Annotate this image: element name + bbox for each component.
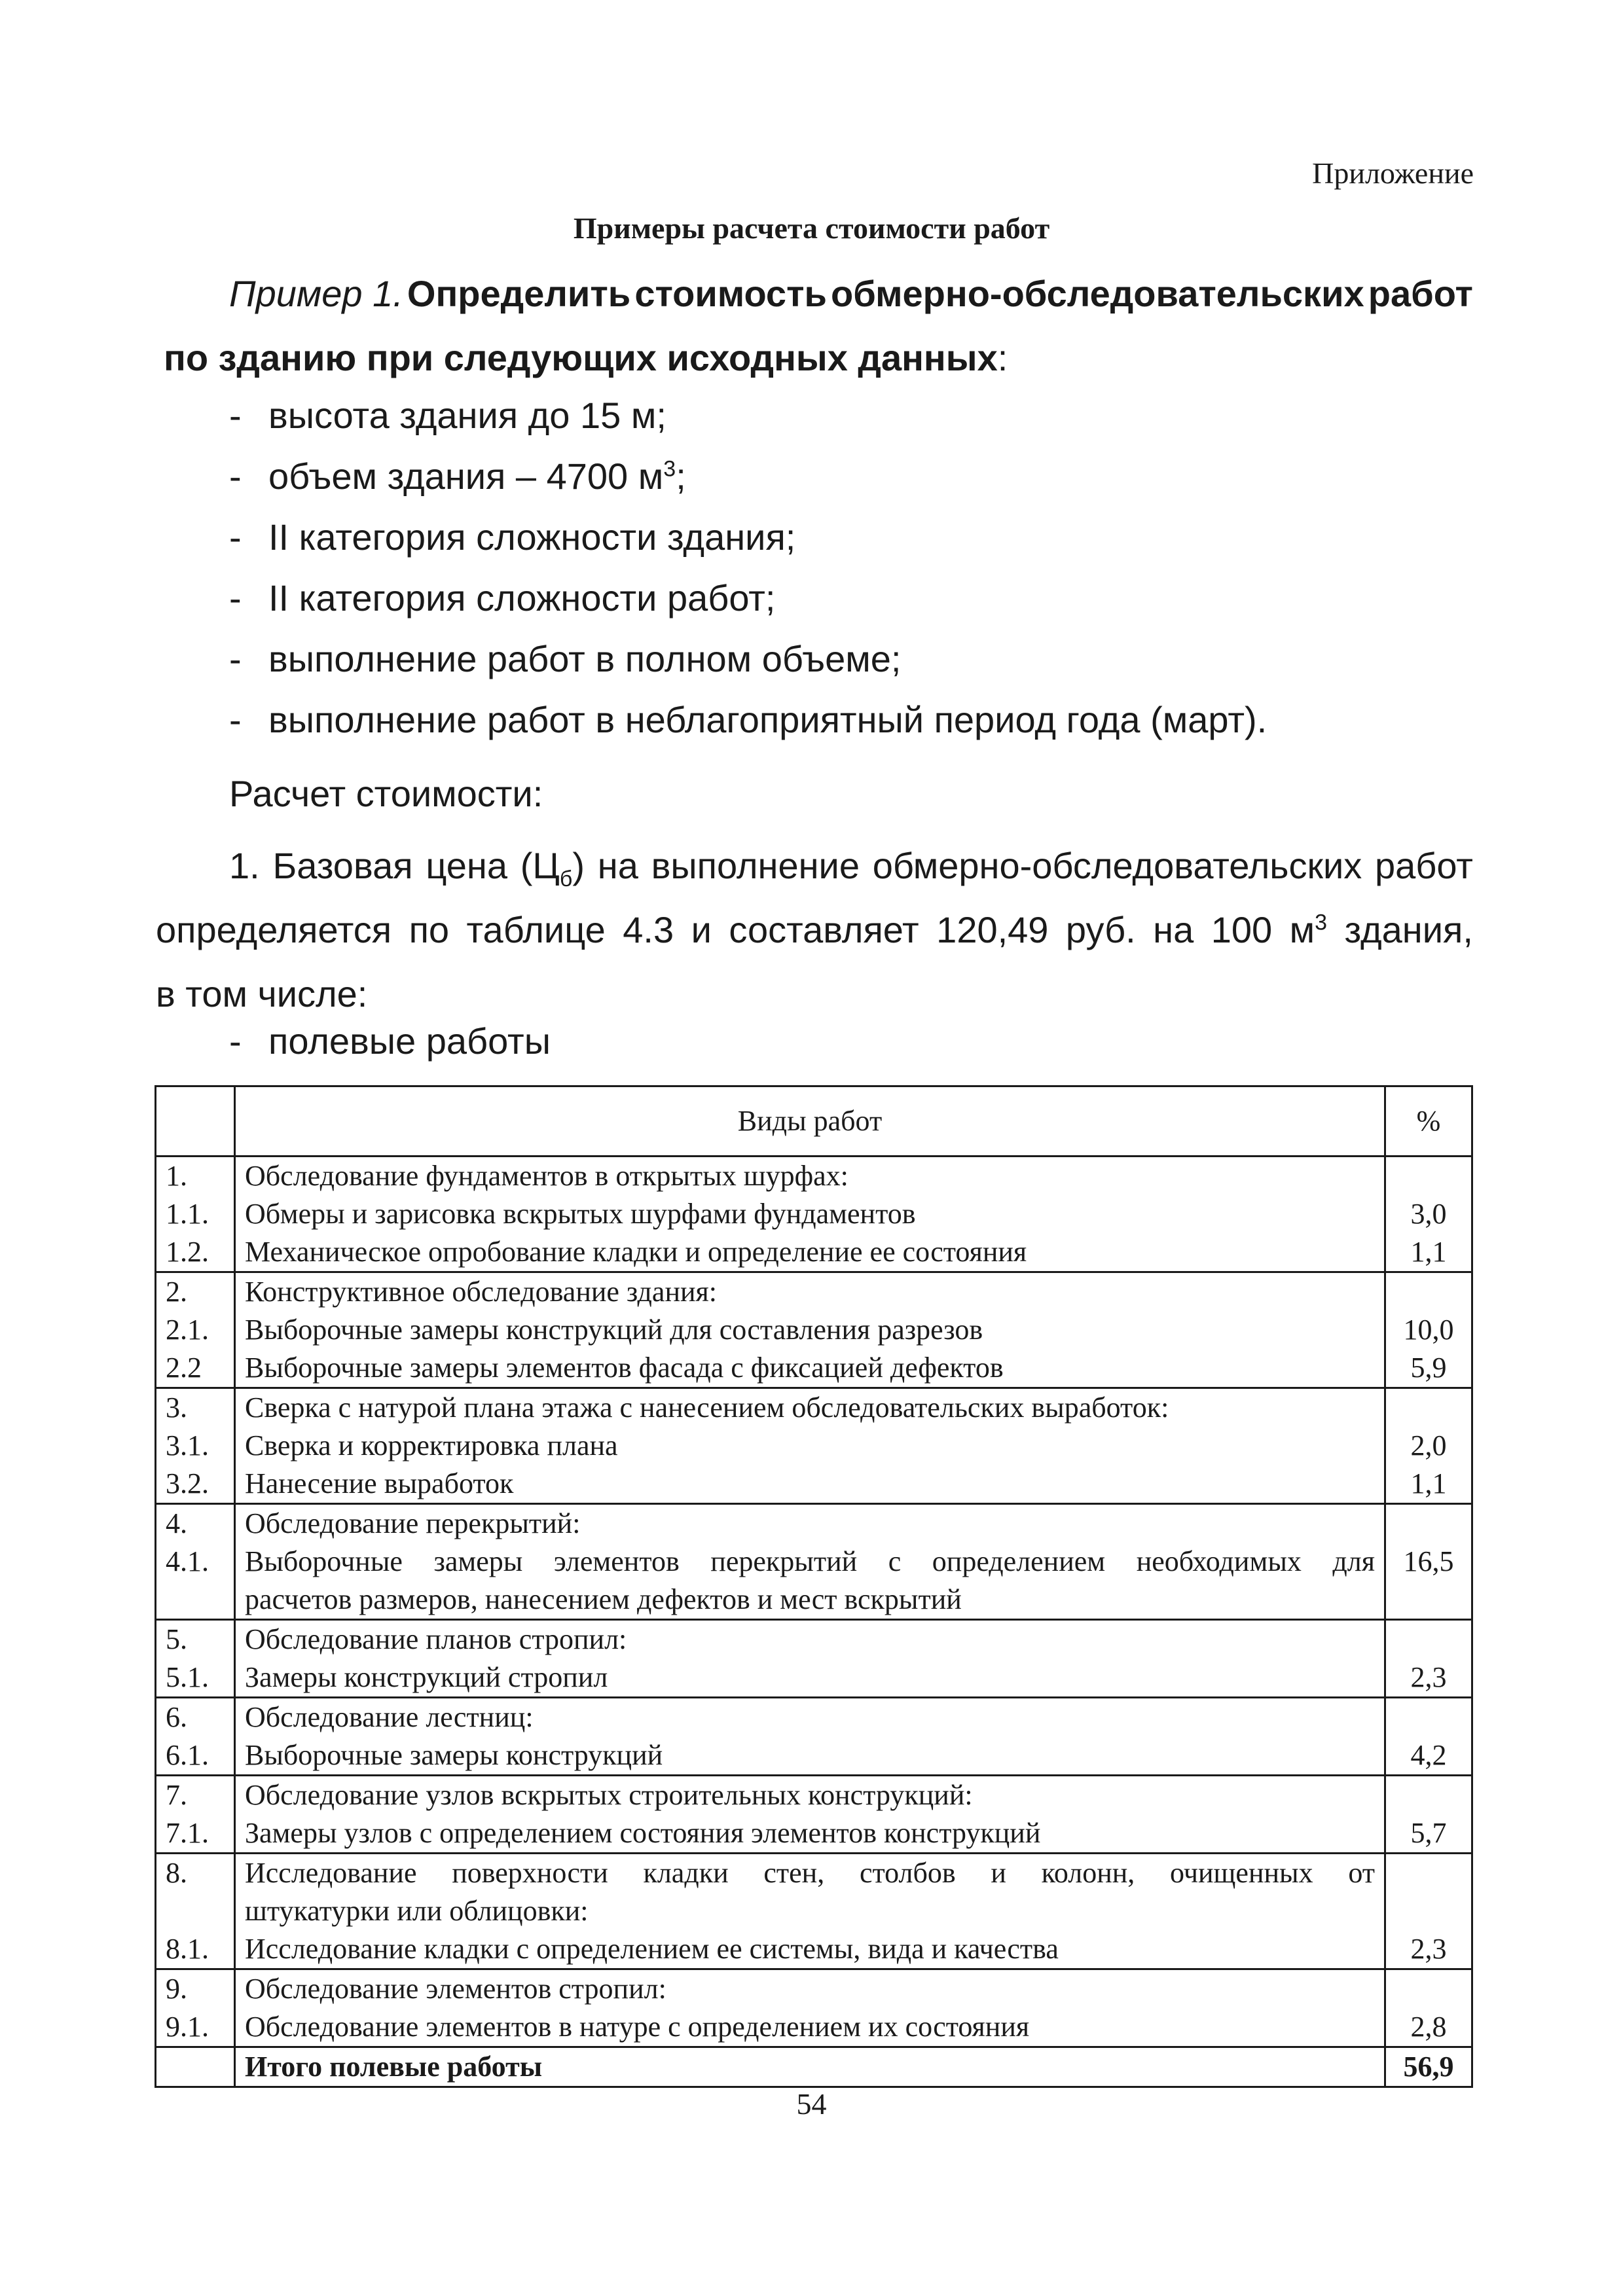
row-description: Замеры узлов с определением состояния элементов конструкций bbox=[245, 1817, 1041, 1849]
word: 100 bbox=[1211, 909, 1273, 950]
word: обмерно-обследовательских bbox=[872, 845, 1362, 886]
row-number: 4.1. bbox=[166, 1545, 209, 1577]
row-description-cell bbox=[235, 1698, 1385, 1776]
list-item: - высота здания до 15 м; bbox=[229, 395, 666, 436]
row-number-cell bbox=[156, 1504, 235, 1620]
superscript: 3 bbox=[1315, 910, 1328, 935]
row-number: 9. bbox=[166, 1973, 187, 2005]
table-row bbox=[156, 1854, 1472, 1969]
row-percent-cell bbox=[1385, 1969, 1472, 2047]
row-description: Обследование планов стропил: bbox=[245, 1623, 627, 1655]
row-percent: 10,0 bbox=[1403, 1314, 1454, 1346]
row-percent-cell bbox=[1385, 1388, 1472, 1504]
example-line-2-bold: по зданию при следующих исходных данных bbox=[164, 337, 998, 378]
row-number: 5. bbox=[166, 1623, 187, 1655]
word: таблице bbox=[466, 909, 606, 950]
row-description: Нанесение выработок bbox=[245, 1467, 514, 1499]
row-description-cell bbox=[235, 1969, 1385, 2047]
list-item-text: выполнение работ в полном объеме; bbox=[268, 638, 902, 679]
table-body bbox=[156, 1157, 1472, 2047]
word: 120,49 bbox=[936, 909, 1049, 950]
list-item: - II категория сложности работ; bbox=[229, 577, 776, 619]
row-percent bbox=[1393, 1698, 1465, 1736]
list-item-text: выполнение работ в неблагоприятный период года (март). bbox=[268, 699, 1267, 740]
example-line-1 bbox=[164, 262, 1473, 326]
row-percent bbox=[1393, 1157, 1465, 1195]
row-number: 8.1. bbox=[166, 1933, 209, 1965]
row-percent: 2,0 bbox=[1410, 1429, 1447, 1462]
total-value: 56,9 bbox=[1385, 2047, 1472, 2087]
table-row bbox=[156, 1969, 1472, 2047]
row-number-cell bbox=[156, 1620, 235, 1698]
row-description: Обследование фундаментов в открытых шурфах: bbox=[245, 1160, 848, 1192]
word: на bbox=[1153, 909, 1194, 950]
row-description-cell bbox=[235, 1272, 1385, 1388]
row-description-cell bbox=[235, 1157, 1385, 1272]
row-percent: 5,7 bbox=[1410, 1817, 1447, 1849]
row-percent-cell bbox=[1385, 1776, 1472, 1854]
table-row bbox=[156, 1776, 1472, 1854]
row-number: 1.2. bbox=[166, 1236, 209, 1268]
row-number: 2. bbox=[166, 1276, 187, 1308]
works-table bbox=[155, 1085, 1473, 2088]
subscript: б bbox=[559, 867, 573, 892]
row-percent: 1,1 bbox=[1410, 1236, 1447, 1268]
list-item: - выполнение работ в неблагоприятный период года (март). bbox=[229, 699, 1267, 740]
row-description-cell bbox=[235, 1504, 1385, 1620]
list-item-text: II категория сложности здания; bbox=[268, 516, 796, 558]
row-number: 1.1. bbox=[166, 1198, 209, 1230]
word: работ bbox=[1375, 845, 1473, 886]
list-item: - объем здания – 4700 $м^3$; bbox=[229, 456, 686, 497]
row-number: 3. bbox=[166, 1391, 187, 1424]
list-item: - полевые работы bbox=[229, 1020, 551, 1062]
row-number bbox=[166, 1892, 225, 1930]
paragraph-line bbox=[156, 898, 1473, 962]
table-row bbox=[156, 1620, 1472, 1698]
row-percent bbox=[1393, 1505, 1465, 1543]
row-number-cell bbox=[156, 1157, 235, 1272]
row-percent bbox=[1393, 1581, 1465, 1619]
header-cell-num bbox=[156, 1086, 235, 1157]
superscript: 3 bbox=[663, 456, 676, 482]
header-cell-pct: % bbox=[1385, 1086, 1472, 1157]
word: по bbox=[409, 909, 450, 950]
word: выполнение bbox=[651, 845, 860, 886]
word-part: ) bbox=[572, 845, 585, 886]
row-percent bbox=[1393, 1621, 1465, 1659]
word: определяется bbox=[156, 909, 392, 950]
row-description: расчетов размеров, нанесением дефектов и мест вскрытий bbox=[245, 1583, 962, 1615]
table-row bbox=[156, 1388, 1472, 1504]
word: здания, bbox=[1344, 909, 1473, 950]
example-statement bbox=[164, 262, 1473, 390]
row-description-cell bbox=[235, 1854, 1385, 1969]
row-description: Выборочные замеры конструкций bbox=[245, 1739, 663, 1771]
total-label: Итого полевые работы bbox=[235, 2047, 1385, 2087]
row-number: 2.1. bbox=[166, 1314, 209, 1346]
word: на bbox=[597, 845, 638, 886]
list-item: - выполнение работ в полном объеме; bbox=[229, 638, 902, 679]
word bbox=[520, 834, 585, 898]
row-number: 3.2. bbox=[166, 1467, 209, 1499]
table-row bbox=[156, 1504, 1472, 1620]
table-row bbox=[156, 1272, 1472, 1388]
list-item: - II категория сложности здания; bbox=[229, 516, 796, 558]
row-description: Обследование узлов вскрытых строительных конструкций: bbox=[245, 1779, 973, 1811]
example-word: стоимость bbox=[634, 273, 827, 314]
row-description: Обследование перекрытий: bbox=[245, 1507, 581, 1539]
row-description: Механическое опробование кладки и определение ее состояния bbox=[245, 1236, 1027, 1268]
row-description: Сверка с натурой плана этажа с нанесением обследовательских выработок: bbox=[245, 1391, 1169, 1424]
row-number-cell bbox=[156, 1776, 235, 1854]
initial-data-list bbox=[229, 385, 1473, 750]
header-cell-work: Виды работ bbox=[235, 1086, 1385, 1157]
calculation-title: Расчет стоимости: bbox=[229, 773, 543, 814]
row-number: 6.1. bbox=[166, 1739, 209, 1771]
list-item-tail: ; bbox=[676, 456, 686, 497]
row-percent: 2,3 bbox=[1410, 1661, 1447, 1693]
example-label: Пример 1. bbox=[229, 273, 403, 314]
row-number-cell bbox=[156, 1854, 235, 1969]
word bbox=[1290, 898, 1327, 962]
example-line-2-tail: : bbox=[997, 337, 1008, 378]
row-description: штукатурки или облицовки: bbox=[245, 1895, 589, 1927]
word: и bbox=[691, 909, 712, 950]
row-description: Сверка и корректировка плана bbox=[245, 1429, 618, 1462]
word: 4.3 bbox=[623, 909, 674, 950]
row-description: Выборочные замеры элементов перекрытий с определением необходимых для bbox=[245, 1545, 1375, 1577]
page-number: 54 bbox=[796, 2087, 827, 2121]
row-percent: 5,9 bbox=[1410, 1352, 1447, 1384]
row-number-cell bbox=[156, 1969, 235, 2047]
word: Базовая bbox=[272, 845, 413, 886]
row-number: 1. bbox=[166, 1160, 187, 1192]
row-description-cell bbox=[235, 1776, 1385, 1854]
row-description: Конструктивное обследование здания: bbox=[245, 1276, 717, 1308]
row-percent bbox=[1393, 1892, 1465, 1930]
table-row bbox=[156, 1157, 1472, 1272]
row-percent bbox=[1393, 1854, 1465, 1892]
list-item-text: объем здания – 4700 м bbox=[268, 456, 664, 497]
example-word: обмерно-обследовательских bbox=[831, 273, 1364, 314]
row-number-cell bbox=[156, 1272, 235, 1388]
row-number: 5.1. bbox=[166, 1661, 209, 1693]
row-number: 2.2 bbox=[166, 1352, 202, 1384]
row-percent bbox=[1393, 1970, 1465, 2008]
row-percent: 16,5 bbox=[1403, 1545, 1454, 1577]
total-num-cell bbox=[156, 2047, 235, 2087]
row-percent-cell bbox=[1385, 1620, 1472, 1698]
row-description: Исследование поверхности кладки стен, столбов и колонн, очищенных от bbox=[245, 1857, 1375, 1889]
row-description: Обследование элементов в натуре с определением их состояния bbox=[245, 2011, 1030, 2043]
appendix-label: Приложение bbox=[1312, 156, 1474, 190]
row-percent: 4,2 bbox=[1410, 1739, 1447, 1771]
word: цена bbox=[426, 845, 507, 886]
table-row bbox=[156, 1698, 1472, 1776]
row-number-cell bbox=[156, 1388, 235, 1504]
row-percent-cell bbox=[1385, 1854, 1472, 1969]
row-number bbox=[166, 1581, 225, 1619]
row-description: Исследование кладки с определением ее системы, вида и качества bbox=[245, 1933, 1059, 1965]
row-number-cell bbox=[156, 1698, 235, 1776]
row-description: Обмеры и зарисовка вскрытых шурфами фундаментов bbox=[245, 1198, 916, 1230]
paragraph-line: в том числе: bbox=[156, 973, 368, 1014]
word: составляет bbox=[729, 909, 919, 950]
row-percent-cell bbox=[1385, 1504, 1472, 1620]
paragraph-line bbox=[156, 834, 1473, 898]
row-description: Обследование элементов стропил: bbox=[245, 1973, 666, 2005]
row-number: 9.1. bbox=[166, 2011, 209, 2043]
example-word: работ bbox=[1368, 273, 1473, 314]
example-word: Определить bbox=[407, 273, 631, 314]
list-item-text: высота здания до 15 м; bbox=[268, 395, 666, 436]
row-percent bbox=[1393, 1389, 1465, 1427]
word: 1. bbox=[229, 845, 260, 886]
page-title: Примеры расчета стоимости работ bbox=[573, 211, 1050, 245]
row-percent bbox=[1393, 1273, 1465, 1311]
total-row bbox=[156, 2047, 1472, 2087]
row-number: 7.1. bbox=[166, 1817, 209, 1849]
row-description: Выборочные замеры элементов фасада с фиксацией дефектов bbox=[245, 1352, 1004, 1384]
example-line-2 bbox=[164, 326, 1473, 390]
row-description-cell bbox=[235, 1388, 1385, 1504]
table-header-row bbox=[156, 1086, 1472, 1157]
row-percent-cell bbox=[1385, 1698, 1472, 1776]
row-percent bbox=[1393, 1776, 1465, 1814]
row-percent-cell bbox=[1385, 1157, 1472, 1272]
list-item-text: полевые работы bbox=[268, 1020, 551, 1062]
row-percent-cell bbox=[1385, 1272, 1472, 1388]
row-number: 6. bbox=[166, 1701, 187, 1733]
row-description: Замеры конструкций стропил bbox=[245, 1661, 608, 1693]
word-part: м bbox=[1289, 909, 1315, 950]
row-percent: 2,3 bbox=[1410, 1933, 1447, 1965]
row-description: Выборочные замеры конструкций для составления разрезов bbox=[245, 1314, 983, 1346]
row-description-cell bbox=[235, 1620, 1385, 1698]
word-part: (Ц bbox=[520, 845, 560, 886]
list-item-text: II категория сложности работ; bbox=[268, 577, 776, 619]
row-number: 3.1. bbox=[166, 1429, 209, 1462]
row-number: 7. bbox=[166, 1779, 187, 1811]
row-percent: 1,1 bbox=[1410, 1467, 1447, 1499]
word: руб. bbox=[1065, 909, 1136, 950]
calculation-paragraph bbox=[156, 834, 1473, 1026]
row-number: 8. bbox=[166, 1857, 187, 1889]
row-number: 4. bbox=[166, 1507, 187, 1539]
row-description: Обследование лестниц: bbox=[245, 1701, 534, 1733]
row-percent: 3,0 bbox=[1410, 1198, 1447, 1230]
row-percent: 2,8 bbox=[1410, 2011, 1447, 2043]
